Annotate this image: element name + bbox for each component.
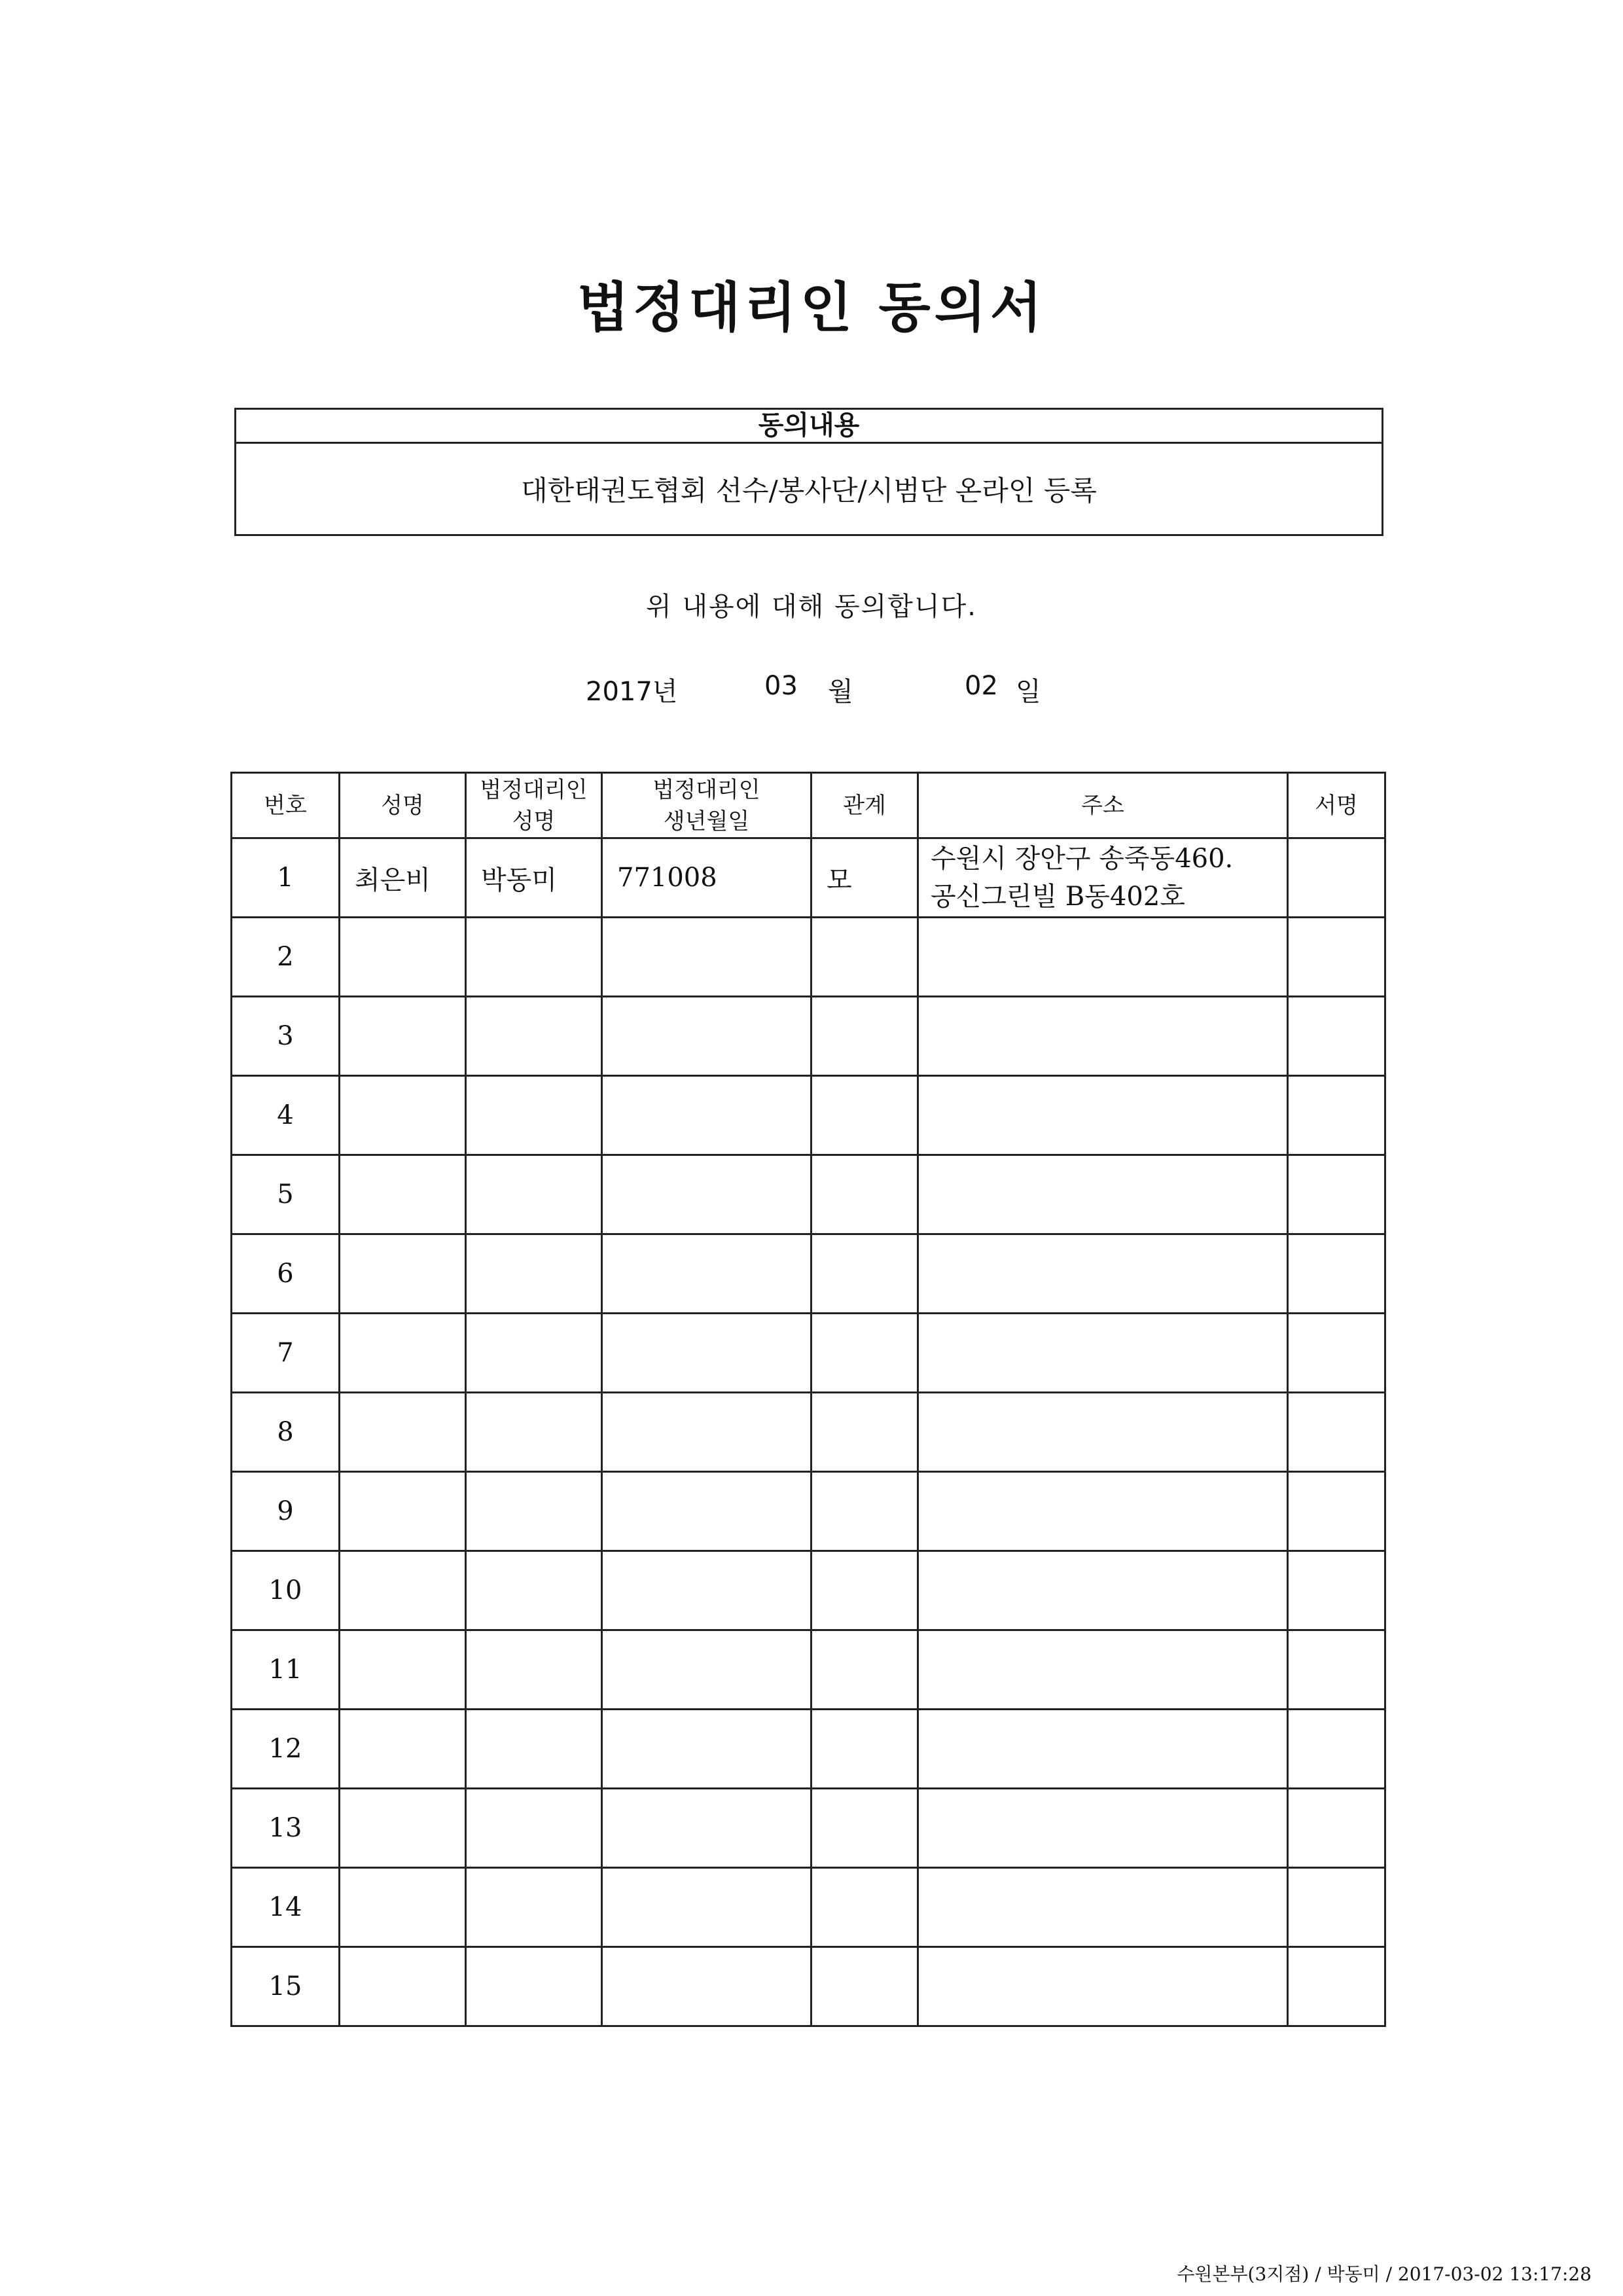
row-relation-cell [812, 1710, 918, 1789]
row-address-cell [918, 1234, 1288, 1314]
date-month-value: 03 [764, 671, 798, 701]
row-number-cell: 2 [232, 918, 340, 997]
consent-content: 대한태권도협회 선수/봉사단/시범단 온라인 등록 [521, 475, 1097, 507]
row-relation-cell [812, 1551, 918, 1630]
agree-statement: 위 내용에 대해 동의합니다. [646, 592, 977, 622]
row-relation-cell [812, 1789, 918, 1868]
row-relation-cell [812, 1234, 918, 1314]
row-signature-cell [1288, 1789, 1385, 1868]
row-signature-cell [1288, 1234, 1385, 1314]
row-relation-cell: 모 [812, 838, 918, 918]
row-name-cell: 최은비 [340, 838, 466, 918]
row-relation-cell [812, 1155, 918, 1234]
row-signature-cell [1288, 1314, 1385, 1393]
table-row [232, 918, 1385, 997]
table-row [232, 1076, 1385, 1155]
row-relation-cell [812, 997, 918, 1076]
row-number-cell: 15 [232, 1947, 340, 2026]
row-number-cell: 4 [232, 1076, 340, 1155]
header-guardian-name [466, 773, 602, 838]
row-relation-cell [812, 1314, 918, 1393]
row-name-cell [340, 1472, 466, 1551]
row-name-cell [340, 1234, 466, 1314]
row-signature-cell [1288, 1393, 1385, 1472]
row-address-cell [918, 1630, 1288, 1710]
header-number: 번호 [232, 773, 340, 838]
date-day-label: 일 [1016, 677, 1041, 707]
row-guardian-cell [466, 1076, 602, 1155]
row-birth-cell [602, 997, 812, 1076]
row-number-cell: 12 [232, 1710, 340, 1789]
row-relation-cell [812, 1630, 918, 1710]
row-address-line2: 공신그린빌 B동402호 [931, 882, 1185, 912]
table-row [232, 1868, 1385, 1947]
table-row [232, 1155, 1385, 1234]
row-name-cell [340, 1393, 466, 1472]
row-relation-cell [812, 1947, 918, 2026]
header-relation: 관계 [812, 773, 918, 838]
row-birth-cell [602, 1630, 812, 1710]
row-birth-cell [602, 1155, 812, 1234]
row-guardian-cell [466, 997, 602, 1076]
header-guardian-birth [602, 773, 812, 838]
header-signature: 서명 [1288, 773, 1385, 838]
row-address-cell [918, 838, 1288, 918]
row-guardian-cell: 박동미 [466, 838, 602, 918]
row-signature-cell [1288, 1868, 1385, 1947]
row-relation-cell [812, 1076, 918, 1155]
row-guardian-cell [466, 1630, 602, 1710]
row-birth-cell [602, 918, 812, 997]
row-number-cell: 10 [232, 1551, 340, 1630]
date-month-label: 월 [828, 677, 853, 707]
row-relation-cell [812, 1868, 918, 1947]
row-name-cell [340, 918, 466, 997]
row-address-line1: 수원시 장안구 송죽동460. [931, 844, 1234, 874]
row-address-cell [918, 1314, 1288, 1393]
row-address-cell [918, 1393, 1288, 1472]
row-name-cell [340, 1868, 466, 1947]
row-address-cell [918, 1868, 1288, 1947]
table-row [232, 1472, 1385, 1551]
row-address-cell [918, 1947, 1288, 2026]
row-birth-cell: 771008 [602, 838, 812, 918]
row-signature-cell [1288, 1551, 1385, 1630]
row-name-cell [340, 997, 466, 1076]
row-guardian-cell [466, 1314, 602, 1393]
consent-header: 동의내용 [236, 410, 1382, 444]
row-birth-cell [602, 1314, 812, 1393]
row-signature-cell [1288, 918, 1385, 997]
document-title: 법정대리인 동의서 [577, 276, 1046, 339]
table-row [232, 1234, 1385, 1314]
row-birth-cell [602, 1710, 812, 1789]
row-number-cell: 13 [232, 1789, 340, 1868]
row-signature-cell [1288, 1472, 1385, 1551]
row-name-cell [340, 1710, 466, 1789]
row-birth-cell [602, 1234, 812, 1314]
row-number-cell: 7 [232, 1314, 340, 1393]
row-guardian-cell [466, 1393, 602, 1472]
row-name-cell [340, 1551, 466, 1630]
row-guardian-cell [466, 1789, 602, 1868]
row-signature-cell [1288, 997, 1385, 1076]
row-birth-cell [602, 1868, 812, 1947]
header-name: 성명 [340, 773, 466, 838]
table-row [232, 1551, 1385, 1630]
row-address-cell [918, 997, 1288, 1076]
row-address-cell [918, 1472, 1288, 1551]
table-row [232, 997, 1385, 1076]
row-guardian-cell [466, 1947, 602, 2026]
row-guardian-cell [466, 1155, 602, 1234]
row-birth-cell [602, 1551, 812, 1630]
table-row [232, 1947, 1385, 2026]
row-number-cell: 9 [232, 1472, 340, 1551]
row-number-cell: 11 [232, 1630, 340, 1710]
table-row [232, 1710, 1385, 1789]
row-birth-cell [602, 1947, 812, 2026]
row-number-cell: 6 [232, 1234, 340, 1314]
row-guardian-cell [466, 1551, 602, 1630]
row-signature-cell [1288, 1947, 1385, 2026]
registration-table [230, 772, 1386, 2027]
row-name-cell [340, 1155, 466, 1234]
row-name-cell [340, 1630, 466, 1710]
header-guardian-birth-line1: 법정대리인 [652, 776, 760, 803]
row-name-cell [340, 1314, 466, 1393]
table-row [232, 1630, 1385, 1710]
row-address-cell [918, 918, 1288, 997]
table-row [232, 1314, 1385, 1393]
date-day-value: 02 [965, 671, 998, 701]
row-address-cell [918, 1155, 1288, 1234]
row-address-cell [918, 1076, 1288, 1155]
row-relation-cell [812, 918, 918, 997]
row-number-cell: 1 [232, 838, 340, 918]
row-guardian-cell [466, 1472, 602, 1551]
row-guardian-cell [466, 1710, 602, 1789]
row-name-cell [340, 1947, 466, 2026]
row-address-cell [918, 1789, 1288, 1868]
row-signature-cell [1288, 1710, 1385, 1789]
table-row [232, 838, 1385, 918]
table-header-row [232, 773, 1385, 838]
row-guardian-cell [466, 918, 602, 997]
row-address-cell [918, 1710, 1288, 1789]
row-number-cell: 14 [232, 1868, 340, 1947]
date-year: 2017년 [586, 677, 678, 707]
header-guardian-birth-line2: 생년월일 [663, 808, 750, 834]
row-relation-cell [812, 1472, 918, 1551]
print-footer: 수원본부(3지점) / 박동미 / 2017-03-02 13:17:28 [1177, 2263, 1592, 2285]
row-guardian-cell [466, 1234, 602, 1314]
row-birth-cell [602, 1076, 812, 1155]
row-number-cell: 8 [232, 1393, 340, 1472]
header-guardian-name-line1: 법정대리인 [480, 776, 588, 803]
header-address: 주소 [918, 773, 1288, 838]
table-row [232, 1789, 1385, 1868]
row-signature-cell [1288, 1076, 1385, 1155]
row-signature-cell [1288, 838, 1385, 918]
row-signature-cell [1288, 1630, 1385, 1710]
row-name-cell [340, 1076, 466, 1155]
row-birth-cell [602, 1393, 812, 1472]
row-birth-cell [602, 1472, 812, 1551]
row-signature-cell [1288, 1155, 1385, 1234]
row-number-cell: 5 [232, 1155, 340, 1234]
row-guardian-cell [466, 1868, 602, 1947]
row-birth-cell [602, 1789, 812, 1868]
header-guardian-name-line2: 성명 [512, 808, 556, 834]
row-relation-cell [812, 1393, 918, 1472]
row-number-cell: 3 [232, 997, 340, 1076]
consent-box [234, 408, 1383, 536]
row-name-cell [340, 1789, 466, 1868]
table-row [232, 1393, 1385, 1472]
row-address-cell [918, 1551, 1288, 1630]
